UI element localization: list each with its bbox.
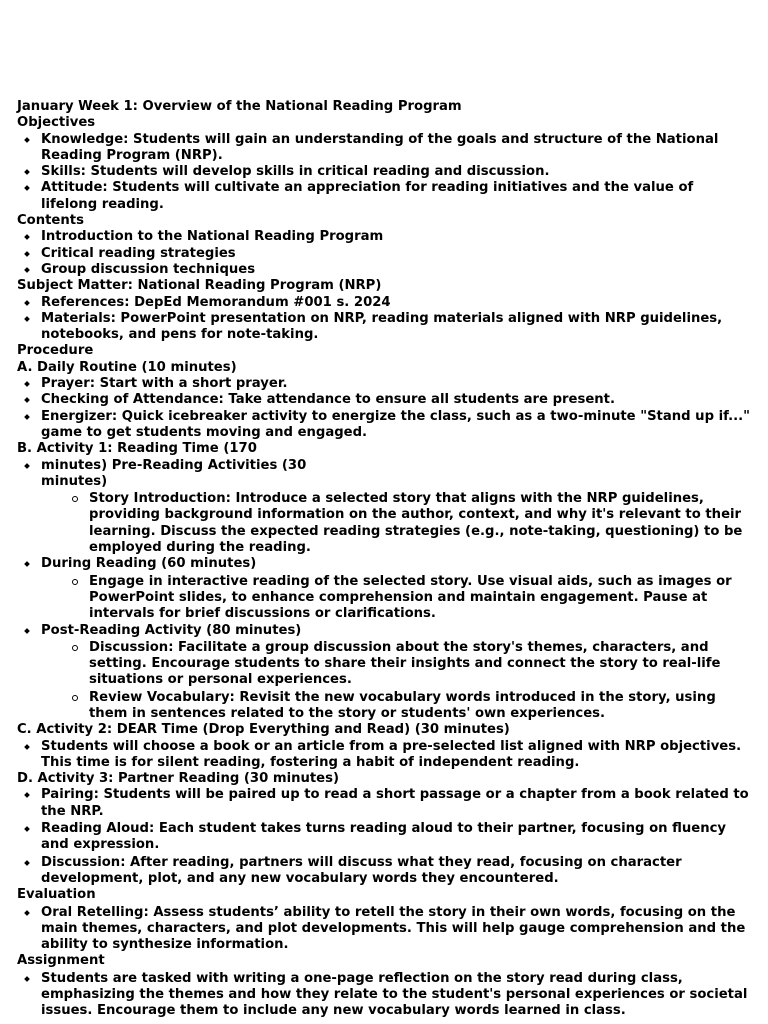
assignment-list: [17, 971, 752, 1020]
list-item: Oral Retelling: Assess students’ ability to retell the story in their own words, focusing on the main themes, characters, and plot developments. This will help gauge comprehension and the ability to synthesize information.: [17, 905, 752, 954]
list-item: Prayer: Start with a short prayer.: [17, 376, 752, 392]
subject-matter-heading: Subject Matter: National Reading Program (NRP): [17, 278, 382, 294]
activity1-list: [17, 458, 752, 723]
post-reading-sublist: [41, 640, 752, 722]
post-reading-label: Post-Reading Activity (80 minutes): [41, 622, 302, 638]
list-item: Students are tasked with writing a one-page reflection on the story read during class, emphasizing the themes and how they relate to the student's personal experiences or societal issues. Encourage them to include any new vocabulary words learned in class.: [17, 971, 752, 1020]
list-item: Discussion: Facilitate a group discussion about the story's themes, characters, and setting. Encourage students to share their insights and connect the story to real-life situations or personal experiences.: [41, 640, 752, 689]
subject-matter-list: [17, 295, 752, 344]
contents-list: [17, 229, 752, 278]
objectives-heading: Objectives: [17, 115, 96, 131]
list-item: Group discussion techniques: [17, 262, 752, 278]
daily-routine-list: [17, 376, 752, 441]
pre-reading-item: [17, 458, 752, 557]
list-item: Checking of Attendance: Take attendance to ensure all students are present.: [17, 392, 752, 408]
list-item: Energizer: Quick icebreaker activity to energize the class, such as a two-minute "Stand up if..." game to get students moving and engaged.: [17, 409, 752, 442]
list-item: Story Introduction: Introduce a selected story that aligns with the NRP guidelines, providing background information on the author, context, and why it's relevant to their learning. Discuss the expected reading strategies (e.g., note-taking, questioning) to be employed during the reading.: [41, 491, 752, 556]
activity1-heading: B. Activity 1: Reading Time (170: [17, 441, 257, 457]
list-item: Skills: Students will develop skills in critical reading and discussion.: [17, 164, 752, 180]
during-reading-item: [17, 556, 752, 622]
list-item: Attitude: Students will cultivate an appreciation for reading initiatives and the value of lifelong reading.: [17, 180, 752, 213]
pre-reading-sublist: [41, 491, 752, 556]
activity2-heading: C. Activity 2: DEAR Time (Drop Everything and Read) (30 minutes): [17, 722, 510, 738]
pre-reading-label: minutes) Pre-Reading Activities (30: [41, 457, 307, 473]
procedure-heading: Procedure: [17, 343, 94, 359]
list-item: Materials: PowerPoint presentation on NRP, reading materials aligned with NRP guidelines, notebooks, and pens for note-taking.: [17, 311, 752, 344]
during-reading-sublist: [41, 574, 752, 623]
list-item: Reading Aloud: Each student takes turns reading aloud to their partner, focusing on fluency and expression.: [17, 821, 752, 854]
document-title: January Week 1: Overview of the National Reading Program: [17, 99, 462, 114]
during-reading-label: During Reading (60 minutes): [41, 556, 257, 572]
evaluation-heading: Evaluation: [17, 887, 96, 903]
lesson-plan-document: [17, 99, 752, 1020]
list-item: Knowledge: Students will gain an understanding of the goals and structure of the National Reading Program (NRP).: [17, 132, 752, 165]
list-item: Discussion: After reading, partners will discuss what they read, focusing on character development, plot, and any new vocabulary words they encountered.: [17, 855, 752, 888]
list-item: Pairing: Students will be paired up to read a short passage or a chapter from a book related to the NRP.: [17, 787, 752, 820]
list-item: Engage in interactive reading of the selected story. Use visual aids, such as images or PowerPoint slides, to enhance comprehension and maintain engagement. Pause at intervals for brief discussions or clarifications.: [41, 574, 752, 623]
objectives-list: [17, 132, 752, 213]
post-reading-item: [17, 623, 752, 723]
list-item: Students will choose a book or an article from a pre-selected list aligned with NRP objectives. This time is for silent reading, fostering a habit of independent reading.: [17, 739, 752, 772]
list-item: Review Vocabulary: Revisit the new vocabulary words introduced in the story, using them in sentences related to the story or students' own experiences.: [41, 690, 752, 723]
activity3-list: [17, 787, 752, 887]
list-item: Critical reading strategies: [17, 246, 752, 262]
contents-heading: Contents: [17, 213, 84, 229]
daily-routine-heading: A. Daily Routine (10 minutes): [17, 359, 237, 375]
list-item: Introduction to the National Reading Program: [17, 229, 752, 245]
list-item: References: DepEd Memorandum #001 s. 2024: [17, 295, 752, 311]
evaluation-list: [17, 905, 752, 954]
activity3-heading: D. Activity 3: Partner Reading (30 minutes): [17, 771, 339, 787]
pre-reading-label-cont: minutes): [41, 473, 108, 489]
assignment-heading: Assignment: [17, 953, 105, 969]
activity2-list: [17, 739, 752, 772]
